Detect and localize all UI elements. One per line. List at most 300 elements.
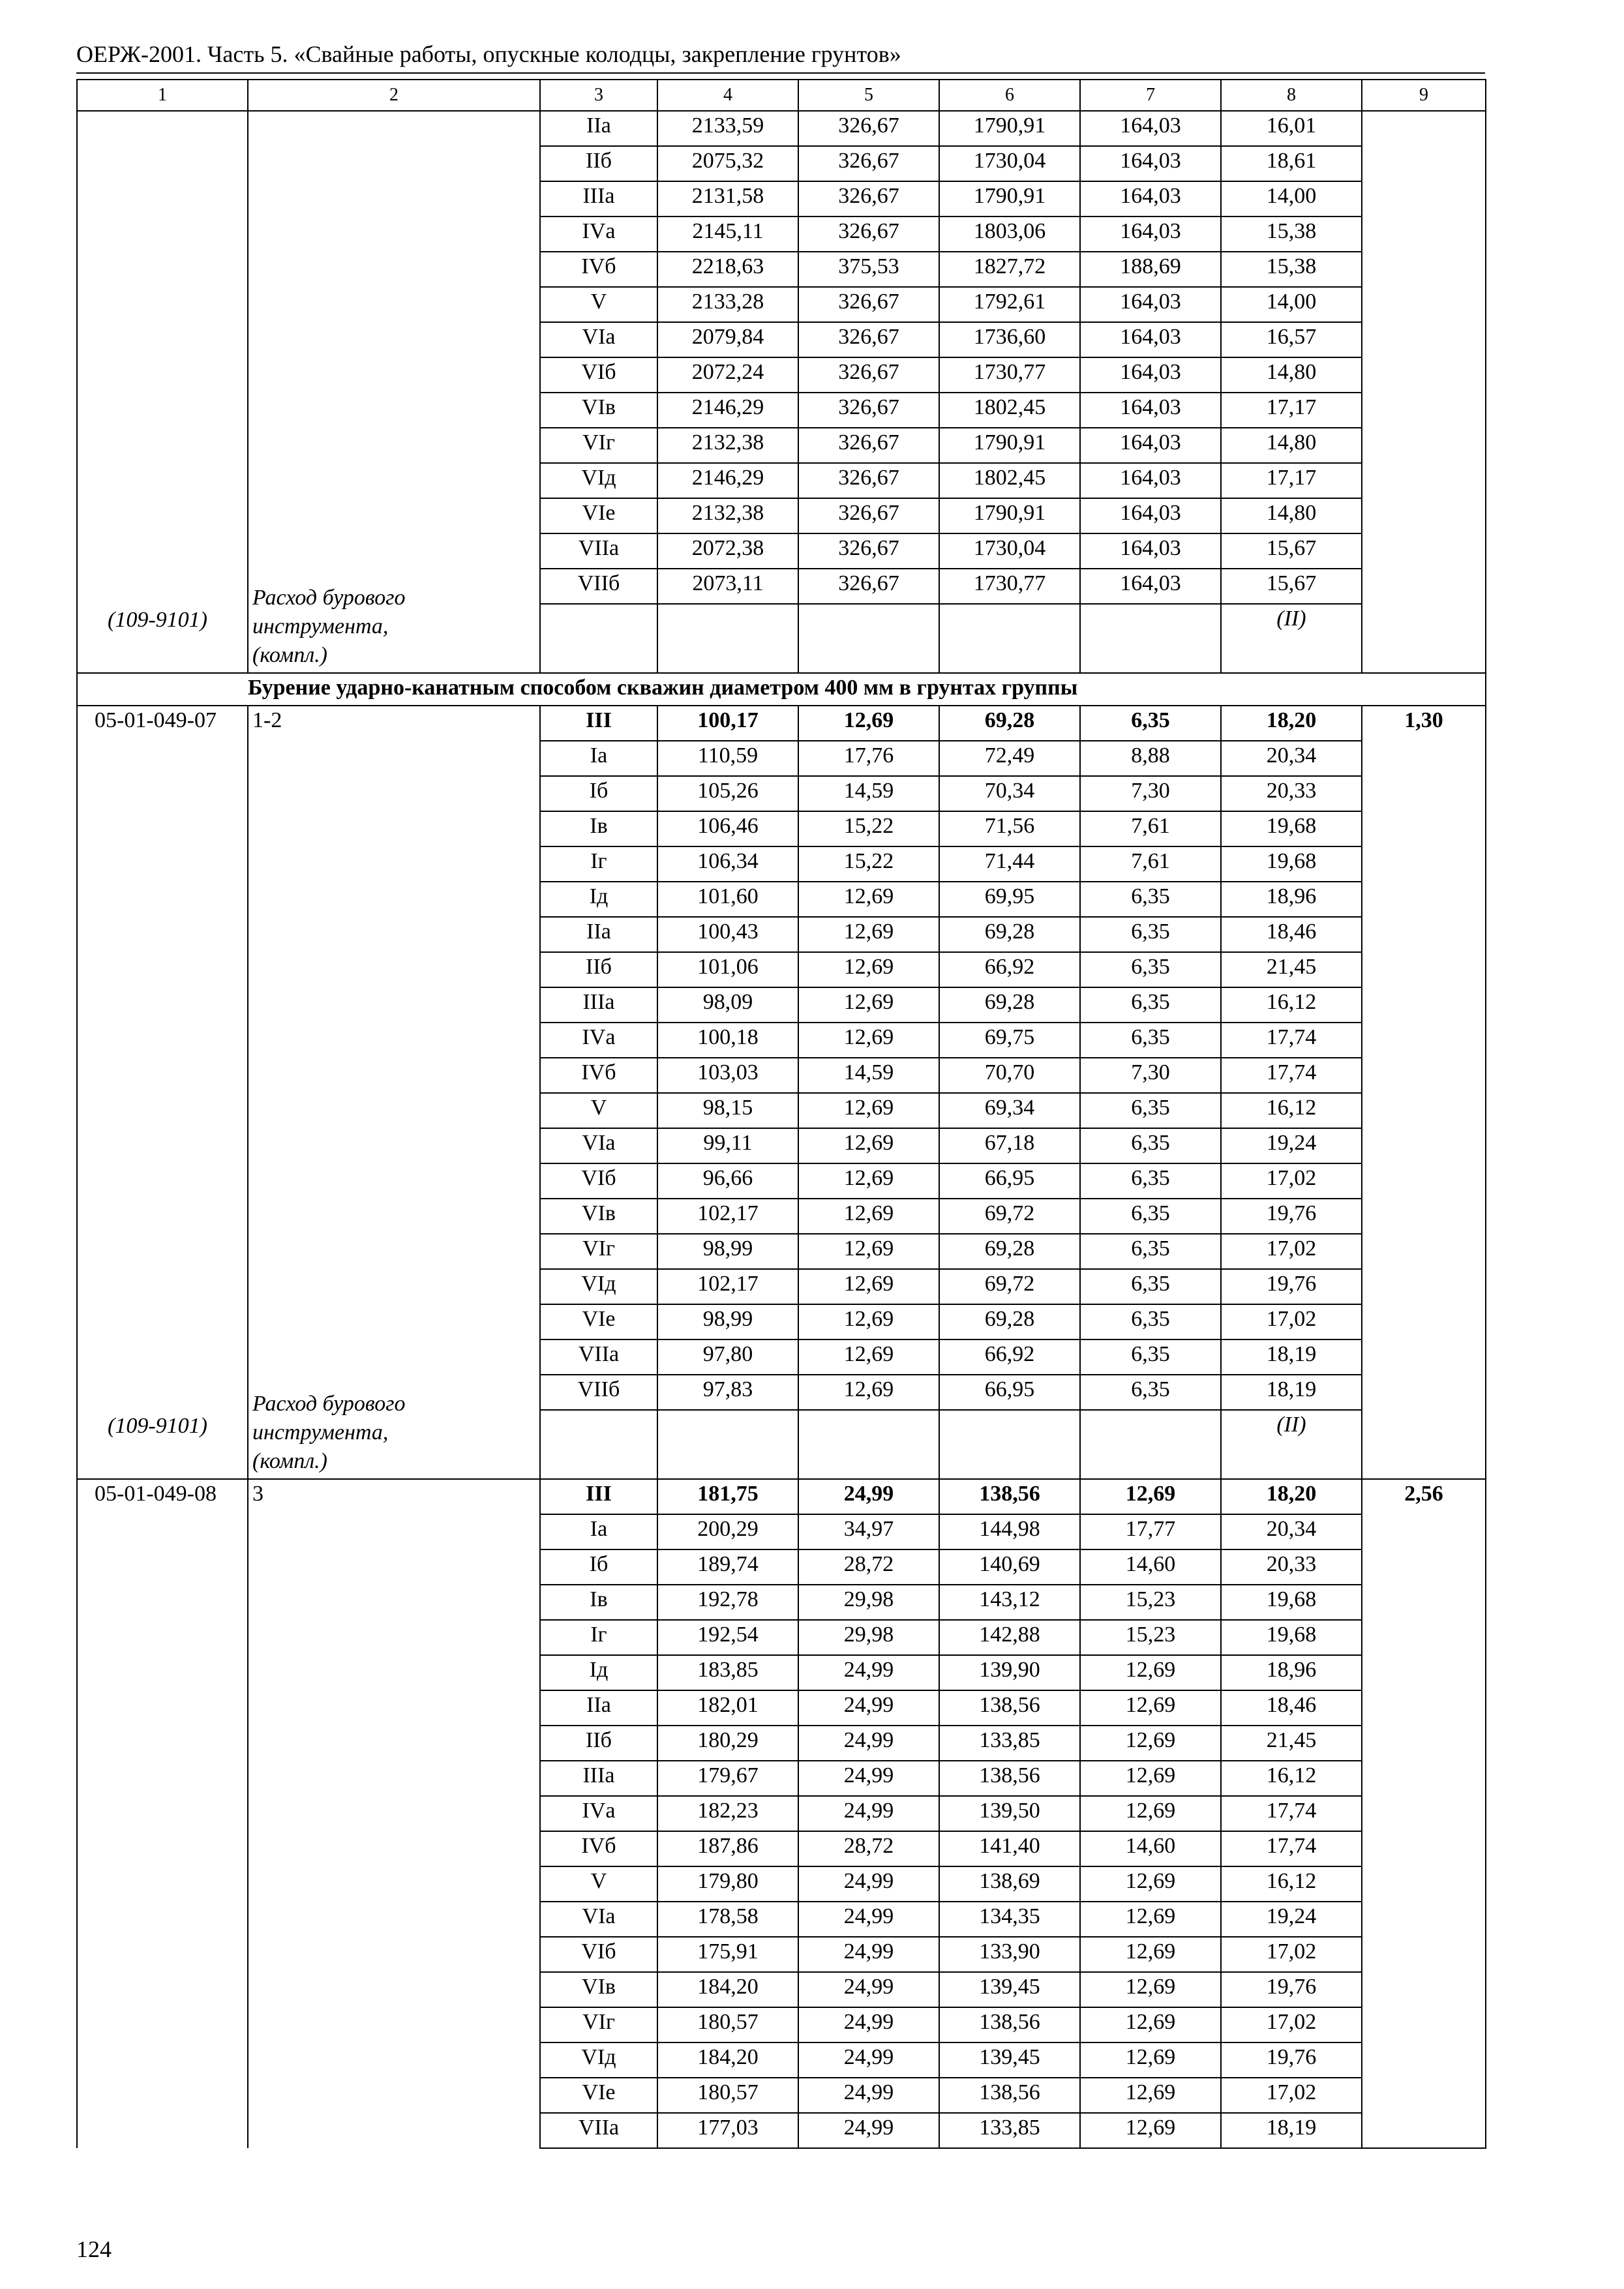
column-number: 5	[798, 80, 939, 111]
value-cell: 133,85	[939, 2113, 1080, 2148]
value-cell: 12,69	[1080, 1690, 1221, 1726]
value-cell: 12,69	[798, 706, 939, 741]
value-cell: 69,28	[939, 987, 1080, 1023]
value-cell: 12,69	[798, 1128, 939, 1163]
value-cell: 7,30	[1080, 1058, 1221, 1093]
value-cell: 12,69	[1080, 1479, 1221, 1514]
rate-code: 05-01-049-08	[77, 1479, 248, 2148]
value-cell: 18,19	[1221, 2113, 1362, 2148]
soil-group: III	[540, 1479, 657, 1514]
value-cell: 139,90	[939, 1655, 1080, 1690]
value-cell: 70,34	[939, 776, 1080, 811]
value-cell: 2072,24	[657, 357, 798, 393]
value-cell: 100,43	[657, 917, 798, 952]
value-cell: 134,35	[939, 1902, 1080, 1937]
value-cell: 140,69	[939, 1549, 1080, 1585]
value-cell: 18,61	[1221, 146, 1362, 181]
value-cell: 20,33	[1221, 776, 1362, 811]
value-cell: 179,67	[657, 1761, 798, 1796]
value-cell: 143,12	[939, 1585, 1080, 1620]
soil-group: IVа	[540, 1796, 657, 1831]
value-cell: 16,12	[1221, 1093, 1362, 1128]
value-cell: 71,56	[939, 811, 1080, 846]
value-cell: 326,67	[798, 322, 939, 357]
value-cell: 72,49	[939, 741, 1080, 776]
value-cell: 181,75	[657, 1479, 798, 1514]
value-cell: 326,67	[798, 357, 939, 393]
soil-group: VIе	[540, 2078, 657, 2113]
value-cell: 71,44	[939, 846, 1080, 882]
soil-group: IVа	[540, 217, 657, 252]
value-cell: 200,29	[657, 1514, 798, 1549]
value-cell	[540, 604, 657, 673]
value-cell: 180,29	[657, 1726, 798, 1761]
column-number-row	[77, 80, 1486, 111]
consumption-label: Расход бурового инструмента, (компл.)	[252, 1392, 406, 1473]
value-cell: 6,35	[1080, 1375, 1221, 1410]
value-cell: 2146,29	[657, 463, 798, 498]
soil-group: Iб	[540, 1549, 657, 1585]
table-row	[77, 111, 1486, 146]
value-cell: 12,69	[798, 987, 939, 1023]
value-cell: 2133,59	[657, 111, 798, 146]
value-cell: 12,69	[1080, 1972, 1221, 2007]
value-cell: 28,72	[798, 1549, 939, 1585]
value-cell: 14,80	[1221, 428, 1362, 463]
value-cell: 14,59	[798, 1058, 939, 1093]
value-cell: 19,76	[1221, 1199, 1362, 1234]
consumption-code: (109-9101)	[108, 608, 207, 632]
soil-group: VIб	[540, 1163, 657, 1199]
value-cell: 19,24	[1221, 1902, 1362, 1937]
value-cell: 164,03	[1080, 393, 1221, 428]
value-cell: 164,03	[1080, 217, 1221, 252]
value-cell: 15,67	[1221, 533, 1362, 569]
section-title-row	[77, 673, 1486, 706]
value-cell: 66,95	[939, 1163, 1080, 1199]
value-cell: 24,99	[798, 1937, 939, 1972]
value-cell: 19,68	[1221, 1585, 1362, 1620]
value-cell: 2146,29	[657, 393, 798, 428]
value-cell: 66,95	[939, 1375, 1080, 1410]
value-cell: 66,92	[939, 1339, 1080, 1375]
value-cell	[939, 1410, 1080, 1479]
value-cell: 139,45	[939, 1972, 1080, 2007]
value-cell: 69,75	[939, 1023, 1080, 1058]
value-cell: 105,26	[657, 776, 798, 811]
value-cell: 15,38	[1221, 252, 1362, 287]
table-row	[77, 706, 1486, 741]
coefficient: 2,56	[1362, 1479, 1486, 2148]
value-cell: 6,35	[1080, 1269, 1221, 1304]
value-cell: 183,85	[657, 1655, 798, 1690]
value-cell: 100,18	[657, 1023, 798, 1058]
table-cell	[77, 673, 248, 706]
value-cell: 24,99	[798, 1972, 939, 2007]
value-cell: 70,70	[939, 1058, 1080, 1093]
value-cell: 29,98	[798, 1585, 939, 1620]
soil-group: VIг	[540, 428, 657, 463]
value-cell: 184,20	[657, 1972, 798, 2007]
page-number: 124	[76, 2236, 112, 2262]
value-cell	[939, 604, 1080, 673]
soil-group: Iа	[540, 741, 657, 776]
soil-group: VIе	[540, 498, 657, 533]
value-cell: 24,99	[798, 2007, 939, 2042]
value-cell: 1827,72	[939, 252, 1080, 287]
value-cell: 12,69	[1080, 2007, 1221, 2042]
soil-group: VIд	[540, 463, 657, 498]
value-cell: 24,99	[798, 2042, 939, 2078]
value-cell: 164,03	[1080, 569, 1221, 604]
value-cell: 17,02	[1221, 1304, 1362, 1339]
value-cell: 17,74	[1221, 1058, 1362, 1093]
value-cell: 1790,91	[939, 111, 1080, 146]
value-cell: 14,59	[798, 776, 939, 811]
value-cell: 17,02	[1221, 1234, 1362, 1269]
value-cell: 2073,11	[657, 569, 798, 604]
value-cell: 6,35	[1080, 1128, 1221, 1163]
value-cell: 138,56	[939, 1761, 1080, 1796]
consumption-label: Расход бурового инструмента, (компл.)	[252, 586, 406, 667]
header-rule	[76, 72, 1485, 74]
value-cell: 110,59	[657, 741, 798, 776]
value-cell: 12,69	[1080, 2113, 1221, 2148]
value-cell: 29,98	[798, 1620, 939, 1655]
value-cell: 17,02	[1221, 1937, 1362, 1972]
value-cell: 15,22	[798, 811, 939, 846]
value-cell: 12,69	[798, 917, 939, 952]
value-cell	[540, 1410, 657, 1479]
consumption-value: (II)	[1221, 1410, 1362, 1479]
value-cell: 12,69	[1080, 1761, 1221, 1796]
value-cell: 34,97	[798, 1514, 939, 1549]
value-cell: 19,76	[1221, 1972, 1362, 2007]
value-cell: 19,76	[1221, 1269, 1362, 1304]
soil-group: V	[540, 1093, 657, 1128]
value-cell: 17,74	[1221, 1831, 1362, 1866]
value-cell: 15,23	[1080, 1620, 1221, 1655]
column-number: 2	[248, 80, 540, 111]
soil-group: V	[540, 287, 657, 322]
value-cell: 19,68	[1221, 811, 1362, 846]
value-cell: 97,83	[657, 1375, 798, 1410]
rate-parameter: 3	[248, 1479, 540, 2148]
rates-table	[76, 79, 1486, 2149]
soil-group: Iа	[540, 1514, 657, 1549]
value-cell: 7,61	[1080, 811, 1221, 846]
value-cell: 18,20	[1221, 706, 1362, 741]
value-cell: 164,03	[1080, 428, 1221, 463]
value-cell: 138,56	[939, 1690, 1080, 1726]
value-cell: 24,99	[798, 2113, 939, 2148]
value-cell: 6,35	[1080, 1304, 1221, 1339]
value-cell: 19,68	[1221, 846, 1362, 882]
value-cell: 18,20	[1221, 1479, 1362, 1514]
value-cell: 326,67	[798, 533, 939, 569]
value-cell: 24,99	[798, 1479, 939, 1514]
value-cell: 2079,84	[657, 322, 798, 357]
soil-group: VIд	[540, 1269, 657, 1304]
coefficient	[1362, 111, 1486, 673]
soil-group: VIIа	[540, 2113, 657, 2148]
value-cell: 12,69	[798, 1304, 939, 1339]
value-cell: 192,54	[657, 1620, 798, 1655]
value-cell: 6,35	[1080, 987, 1221, 1023]
value-cell: 69,95	[939, 882, 1080, 917]
soil-group: VIв	[540, 1972, 657, 2007]
value-cell: 14,60	[1080, 1549, 1221, 1585]
value-cell: 180,57	[657, 2078, 798, 2113]
soil-group: VIб	[540, 1937, 657, 1972]
value-cell: 7,30	[1080, 776, 1221, 811]
soil-group: VIг	[540, 1234, 657, 1269]
value-cell: 15,23	[1080, 1585, 1221, 1620]
value-cell: 67,18	[939, 1128, 1080, 1163]
value-cell: 12,69	[1080, 1726, 1221, 1761]
value-cell: 18,19	[1221, 1375, 1362, 1410]
value-cell: 21,45	[1221, 952, 1362, 987]
value-cell: 1803,06	[939, 217, 1080, 252]
value-cell: 99,11	[657, 1128, 798, 1163]
value-cell: 20,33	[1221, 1549, 1362, 1585]
value-cell: 12,69	[1080, 2078, 1221, 2113]
value-cell: 188,69	[1080, 252, 1221, 287]
value-cell: 12,69	[1080, 1796, 1221, 1831]
value-cell: 326,67	[798, 146, 939, 181]
rate-parameter-text: 1-2	[252, 708, 282, 732]
value-cell: 24,99	[798, 1726, 939, 1761]
value-cell: 138,69	[939, 1866, 1080, 1902]
value-cell: 24,99	[798, 1902, 939, 1937]
column-number: 9	[1362, 80, 1486, 111]
value-cell: 133,85	[939, 1726, 1080, 1761]
value-cell: 69,72	[939, 1199, 1080, 1234]
table-row	[77, 1479, 1486, 1514]
value-cell: 1730,77	[939, 357, 1080, 393]
value-cell: 17,02	[1221, 1163, 1362, 1199]
value-cell: 15,38	[1221, 217, 1362, 252]
soil-group: VIIа	[540, 533, 657, 569]
soil-group: IVб	[540, 1831, 657, 1866]
value-cell: 15,22	[798, 846, 939, 882]
soil-group: IIб	[540, 146, 657, 181]
soil-group: IIIа	[540, 987, 657, 1023]
value-cell: 2132,38	[657, 428, 798, 463]
value-cell: 24,99	[798, 2078, 939, 2113]
value-cell: 17,76	[798, 741, 939, 776]
value-cell: 16,12	[1221, 1761, 1362, 1796]
value-cell: 182,23	[657, 1796, 798, 1831]
soil-group: IVа	[540, 1023, 657, 1058]
column-number: 8	[1221, 80, 1362, 111]
soil-group: IIб	[540, 1726, 657, 1761]
value-cell: 17,17	[1221, 463, 1362, 498]
value-cell: 21,45	[1221, 1726, 1362, 1761]
soil-group: VIд	[540, 2042, 657, 2078]
column-number: 6	[939, 80, 1080, 111]
value-cell: 164,03	[1080, 181, 1221, 217]
value-cell: 12,69	[1080, 1655, 1221, 1690]
column-number: 7	[1080, 80, 1221, 111]
soil-group: VIIб	[540, 1375, 657, 1410]
value-cell: 6,35	[1080, 1163, 1221, 1199]
value-cell: 18,46	[1221, 917, 1362, 952]
value-cell: 138,56	[939, 1479, 1080, 1514]
value-cell: 12,69	[798, 1163, 939, 1199]
value-cell: 16,01	[1221, 111, 1362, 146]
value-cell: 6,35	[1080, 1023, 1221, 1058]
value-cell: 164,03	[1080, 111, 1221, 146]
value-cell: 144,98	[939, 1514, 1080, 1549]
value-cell: 141,40	[939, 1831, 1080, 1866]
soil-group: VIв	[540, 393, 657, 428]
value-cell: 24,99	[798, 1655, 939, 1690]
soil-group: Iг	[540, 846, 657, 882]
value-cell: 19,68	[1221, 1620, 1362, 1655]
value-cell: 187,86	[657, 1831, 798, 1866]
value-cell: 8,88	[1080, 741, 1221, 776]
value-cell: 12,69	[798, 1023, 939, 1058]
value-cell	[657, 604, 798, 673]
value-cell: 69,28	[939, 706, 1080, 741]
page-header: ОЕРЖ-2001. Часть 5. «Свайные работы, опускные колодцы, закрепление грунтов»	[76, 41, 901, 67]
value-cell: 179,80	[657, 1866, 798, 1902]
value-cell: 14,80	[1221, 498, 1362, 533]
soil-group: Iд	[540, 882, 657, 917]
value-cell: 326,67	[798, 287, 939, 322]
value-cell: 12,69	[798, 1339, 939, 1375]
value-cell: 98,99	[657, 1304, 798, 1339]
value-cell: 6,35	[1080, 917, 1221, 952]
soil-group: IVб	[540, 252, 657, 287]
value-cell: 6,35	[1080, 952, 1221, 987]
value-cell: 164,03	[1080, 498, 1221, 533]
value-cell: 69,28	[939, 917, 1080, 952]
value-cell: 12,69	[798, 1269, 939, 1304]
value-cell: 17,77	[1080, 1514, 1221, 1549]
soil-group: VIб	[540, 357, 657, 393]
value-cell: 175,91	[657, 1937, 798, 1972]
value-cell: 1790,91	[939, 181, 1080, 217]
value-cell: 12,69	[798, 1093, 939, 1128]
value-cell: 12,69	[1080, 1902, 1221, 1937]
soil-group: III	[540, 706, 657, 741]
soil-group: VIа	[540, 322, 657, 357]
consumption-code: (109-9101)	[108, 1414, 207, 1438]
value-cell: 164,03	[1080, 533, 1221, 569]
value-cell: 17,02	[1221, 2007, 1362, 2042]
value-cell: 12,69	[798, 1234, 939, 1269]
value-cell: 142,88	[939, 1620, 1080, 1655]
soil-group: IIа	[540, 111, 657, 146]
soil-group: Iд	[540, 1655, 657, 1690]
soil-group: IIб	[540, 952, 657, 987]
value-cell: 12,69	[1080, 2042, 1221, 2078]
value-cell: 138,56	[939, 2078, 1080, 2113]
coefficient: 1,30	[1362, 706, 1486, 1479]
value-cell: 2145,11	[657, 217, 798, 252]
value-cell: 189,74	[657, 1549, 798, 1585]
value-cell: 133,90	[939, 1937, 1080, 1972]
soil-group: V	[540, 1866, 657, 1902]
value-cell: 7,61	[1080, 846, 1221, 882]
value-cell	[657, 1410, 798, 1479]
value-cell: 17,74	[1221, 1796, 1362, 1831]
value-cell: 164,03	[1080, 146, 1221, 181]
value-cell: 2218,63	[657, 252, 798, 287]
value-cell: 1736,60	[939, 322, 1080, 357]
value-cell: 164,03	[1080, 322, 1221, 357]
value-cell: 12,69	[798, 1375, 939, 1410]
value-cell: 6,35	[1080, 1199, 1221, 1234]
consumption-value: (II)	[1221, 604, 1362, 673]
value-cell	[1080, 1410, 1221, 1479]
value-cell: 326,67	[798, 463, 939, 498]
value-cell: 16,12	[1221, 987, 1362, 1023]
value-cell	[798, 1410, 939, 1479]
value-cell: 18,96	[1221, 882, 1362, 917]
value-cell: 177,03	[657, 2113, 798, 2148]
value-cell: 12,69	[1080, 1866, 1221, 1902]
soil-group: Iв	[540, 811, 657, 846]
section-title: Бурение ударно-канатным способом скважин диаметром 400 мм в грунтах группы	[248, 673, 1486, 706]
soil-group: VIа	[540, 1902, 657, 1937]
value-cell: 24,99	[798, 1690, 939, 1726]
value-cell: 1802,45	[939, 463, 1080, 498]
soil-group: IIа	[540, 1690, 657, 1726]
value-cell: 18,46	[1221, 1690, 1362, 1726]
value-cell: 20,34	[1221, 1514, 1362, 1549]
value-cell: 1730,04	[939, 146, 1080, 181]
value-cell: 1790,91	[939, 428, 1080, 463]
value-cell: 12,69	[798, 882, 939, 917]
value-cell: 20,34	[1221, 741, 1362, 776]
value-cell: 1790,91	[939, 498, 1080, 533]
value-cell: 102,17	[657, 1269, 798, 1304]
value-cell: 69,28	[939, 1304, 1080, 1339]
value-cell: 2072,38	[657, 533, 798, 569]
value-cell: 6,35	[1080, 706, 1221, 741]
value-cell: 192,78	[657, 1585, 798, 1620]
value-cell: 24,99	[798, 1761, 939, 1796]
value-cell: 326,67	[798, 428, 939, 463]
value-cell: 19,76	[1221, 2042, 1362, 2078]
value-cell	[1080, 604, 1221, 673]
value-cell: 100,17	[657, 706, 798, 741]
value-cell: 18,96	[1221, 1655, 1362, 1690]
value-cell: 101,60	[657, 882, 798, 917]
soil-group: Iв	[540, 1585, 657, 1620]
value-cell: 12,69	[798, 952, 939, 987]
value-cell: 326,67	[798, 569, 939, 604]
value-cell: 18,19	[1221, 1339, 1362, 1375]
value-cell: 2133,28	[657, 287, 798, 322]
value-cell: 1730,04	[939, 533, 1080, 569]
value-cell: 2132,38	[657, 498, 798, 533]
soil-group: VIв	[540, 1199, 657, 1234]
value-cell: 2131,58	[657, 181, 798, 217]
value-cell: 138,56	[939, 2007, 1080, 2042]
value-cell: 375,53	[798, 252, 939, 287]
value-cell: 16,12	[1221, 1866, 1362, 1902]
value-cell: 69,34	[939, 1093, 1080, 1128]
value-cell: 103,03	[657, 1058, 798, 1093]
value-cell: 6,35	[1080, 882, 1221, 917]
soil-group: Iб	[540, 776, 657, 811]
value-cell	[798, 604, 939, 673]
value-cell: 2075,32	[657, 146, 798, 181]
